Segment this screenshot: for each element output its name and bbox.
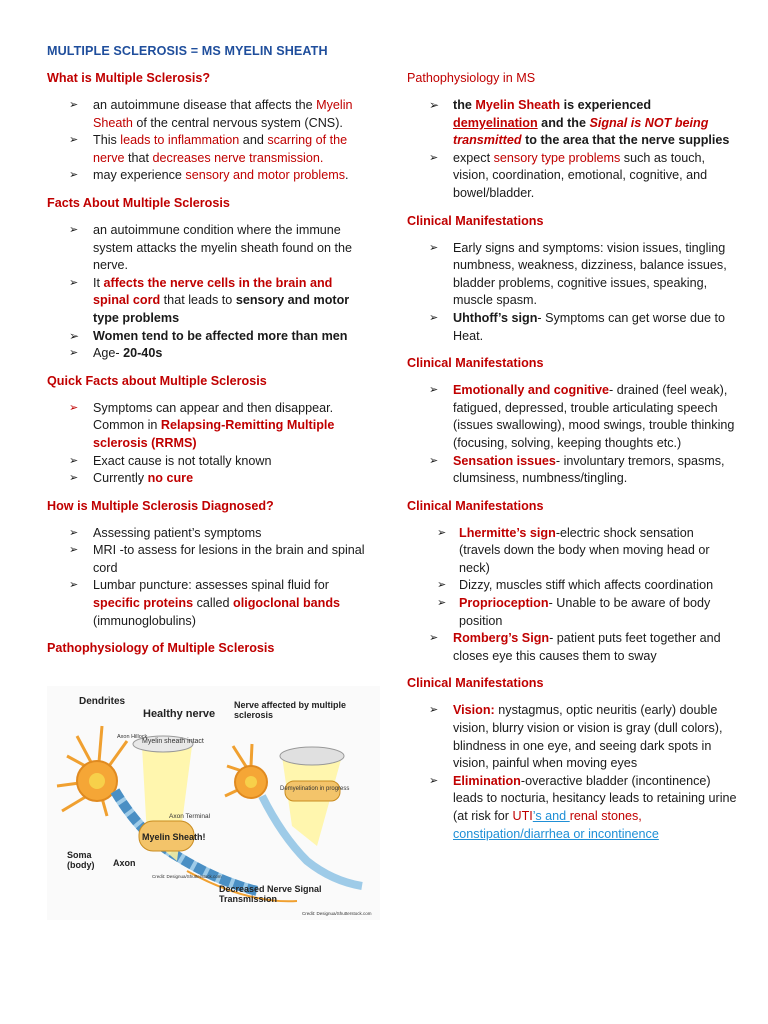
affected-neuron: [225, 744, 362, 886]
arrow-bullet-icon: ➢: [437, 579, 447, 592]
heading-clinical-manifestations: Clinical Manifestations: [407, 356, 544, 371]
list-item: ➢ Lhermitte’s sign-electric shock sensation (travels down the body when moving head or neck): [437, 525, 710, 575]
list-item: ➢ Sensation issues- involuntary tremors, spasms, clumsiness, numbness/tingling.: [429, 453, 725, 486]
list-item: ➢ Romberg’s Sign- patient puts feet together and closes eye this causes them to sway: [429, 631, 721, 663]
heading-what-is-ms: What is Multiple Sclerosis?: [47, 71, 211, 85]
section-quick-facts: [47, 372, 367, 488]
renal-stones-link[interactable]: constipation/diarrhea or incontinence: [453, 826, 659, 841]
list-item: ➢ expect sensory type problems such as touch, vision, coordination, emotional, cognitive, and bowel/bladder.: [429, 150, 708, 200]
arrow-bullet-icon: ➢: [69, 579, 79, 592]
heading-clinical-manifestations: Clinical Manifestations: [407, 676, 544, 691]
arrow-bullet-icon: ➢: [429, 241, 439, 254]
list-item: ➢ Uhthoff’s sign- Symptoms can get worse due to Heat.: [429, 310, 725, 343]
bullet-list: [407, 702, 737, 843]
label-axon-hillock: Axon Hillock: [117, 734, 148, 740]
arrow-bullet-icon: ➢: [69, 99, 79, 111]
bullet-list: [407, 382, 737, 488]
label-axon: Axon: [113, 858, 136, 868]
heading-pathophysiology-of-ms: Pathophysiology of Multiple Sclerosis: [47, 641, 275, 656]
list-item: ➢ Proprioception- Unable to be aware of body position: [437, 596, 711, 628]
list-item: ➢ Dizzy, muscles stiff which affects coordination: [407, 577, 737, 595]
arrow-bullet-icon: ➢: [429, 704, 439, 717]
arrow-bullet-icon: ➢: [69, 401, 79, 414]
arrow-bullet-icon: ➢: [437, 597, 447, 610]
arrow-bullet-icon: ➢: [69, 526, 79, 539]
arrow-bullet-icon: ➢: [429, 151, 439, 164]
arrow-bullet-icon: ➢: [429, 311, 439, 324]
arrow-bullet-icon: ➢: [429, 454, 439, 467]
list-item: ➢ Exact cause is not totally known: [47, 453, 367, 471]
list-item: ➢ Emotionally and cognitive- drained (feel weak), fatigued, depressed, trouble articulating speech (issues swallowing), mood swings, trouble thinking (focusing, solving, keeping thoughts etc.): [429, 383, 735, 450]
list-item: ➢ Age- 20-40s: [47, 345, 367, 363]
label-axon-terminal: Axon Terminal: [169, 813, 211, 820]
section-facts: [47, 194, 367, 363]
label-credit-1: Credit: Designua/Shutterstock.com: [152, 874, 222, 879]
section-pathophysiology-left: [47, 639, 367, 657]
arrow-bullet-icon: ➢: [429, 98, 440, 112]
list-item: ➢ an autoimmune condition where the immune system attacks the myelin sheath found on the nerve.: [69, 222, 353, 273]
arrow-bullet-icon: ➢: [69, 454, 79, 467]
section-pathophysiology-right: [407, 69, 737, 203]
arrow-bullet-icon: ➢: [429, 774, 439, 787]
label-decreased-transmission: Decreased Nerve Signal Transmission: [219, 884, 322, 904]
section-clinical-3: [407, 497, 737, 666]
uti-link[interactable]: ’s and: [532, 809, 570, 823]
heading-facts: Facts About Multiple Sclerosis: [47, 195, 230, 210]
heading-diagnosis: How is Multiple Sclerosis Diagnosed?: [47, 498, 274, 513]
label-myelin-intact: Myelin sheath intact: [142, 738, 204, 745]
heading-quick-facts: Quick Facts about Multiple Sclerosis: [47, 373, 267, 388]
list-item: ➢ Lumbar puncture: assesses spinal fluid for specific proteins called oligoclonal bands (immunoglobulins): [69, 578, 341, 628]
section-what-is-ms: [47, 69, 367, 185]
arrow-bullet-icon: ➢: [69, 276, 79, 289]
arrow-bullet-icon: ➢: [69, 223, 79, 236]
arrow-bullet-icon: ➢: [429, 632, 439, 645]
section-clinical-4: [407, 674, 737, 843]
arrow-bullet-icon: ➢: [69, 472, 79, 485]
list-item: ➢ Assessing patient’s symptoms: [47, 525, 367, 543]
right-column: [407, 69, 737, 852]
bullet-list: [47, 400, 367, 488]
list-item: ➢ Early signs and symptoms: vision issues, tingling numbness, weakness, dizziness, balance issues, bladder problems, cognitive issues, speaking, muscle spasm.: [429, 240, 727, 308]
arrow-bullet-icon: ➢: [69, 544, 79, 557]
list-item: ➢ Elimination-overactive bladder (incontinence) leads to nocturia, hesitancy leads to retaining urine (at risk for UTI’s and renal stones, constipation/diarrhea or incontinence: [429, 773, 737, 841]
bullet-list: [47, 97, 367, 185]
section-clinical-1: [407, 212, 737, 346]
list-item: ➢ Vision: nystagmus, optic neuritis (early) double vision, blurry vision or vision is gray (dull colors), blindness in one eye, and seeing dark spots in vision, painful when moving eyes: [429, 703, 723, 771]
arrow-bullet-icon: ➢: [437, 526, 447, 539]
arrow-bullet-icon: ➢: [429, 384, 439, 397]
list-item: ➢ the Myelin Sheath is experienced demyelination and the Signal is NOT being transmitted to the area that the nerve supplies: [429, 98, 730, 148]
section-clinical-2: [407, 354, 737, 488]
label-demyelination: Demyelination in progress: [280, 786, 350, 792]
heading-clinical-manifestations: Clinical Manifestations: [407, 498, 544, 513]
label-healthy-nerve: Healthy nerve: [143, 708, 216, 720]
list-item: ➢ Currently no cure: [47, 470, 367, 488]
bullet-list: [407, 97, 737, 203]
heading-clinical-manifestations: Clinical Manifestations: [407, 213, 544, 228]
bullet-list: [47, 525, 367, 631]
list-item: ➢ This leads to inflammation and scarring of the nerve that decreases nerve transmission.: [69, 133, 348, 165]
arrow-bullet-icon: ➢: [69, 169, 79, 182]
list-item: ➢ an autoimmune disease that affects the Myelin Sheath of the central nervous system (CNS).: [69, 98, 353, 130]
left-column: [47, 69, 367, 666]
label-myelin-sheath: Myelin Sheath!: [142, 832, 206, 842]
list-item: ➢ Women tend to be affected more than men: [47, 328, 367, 346]
heading-pathophysiology-in-ms: Pathophysiology in MS: [407, 71, 536, 85]
arrow-bullet-icon: ➢: [69, 328, 80, 343]
bullet-list: [407, 525, 737, 666]
list-item: ➢ may experience sensory and motor problems.: [47, 167, 367, 185]
label-dendrites: Dendrites: [79, 696, 126, 707]
label-credit-2: Credit: Designua/Shutterstock.com: [302, 911, 372, 916]
list-item: ➢ It affects the nerve cells in the brain and spinal cord that leads to sensory and motor type problems: [69, 275, 350, 325]
label-soma: Soma (body): [67, 850, 95, 870]
document-title: MULTIPLE SCLEROSIS = MS MYELIN SHEATH: [47, 44, 328, 58]
nerve-diagram-image: [47, 686, 380, 920]
bullet-list: [407, 240, 737, 346]
arrow-bullet-icon: ➢: [69, 347, 79, 360]
section-diagnosis: [47, 497, 367, 631]
arrow-bullet-icon: ➢: [69, 134, 79, 147]
bullet-list: [47, 222, 367, 363]
list-item: ➢ Symptoms can appear and then disappear. Common in Relapsing-Remitting Multiple sclerosis (RRMS): [69, 400, 335, 450]
list-item: ➢ MRI -to assess for lesions in the brain and spinal cord: [69, 543, 365, 575]
label-affected-nerve: Nerve affected by multiple sclerosis: [234, 700, 347, 720]
